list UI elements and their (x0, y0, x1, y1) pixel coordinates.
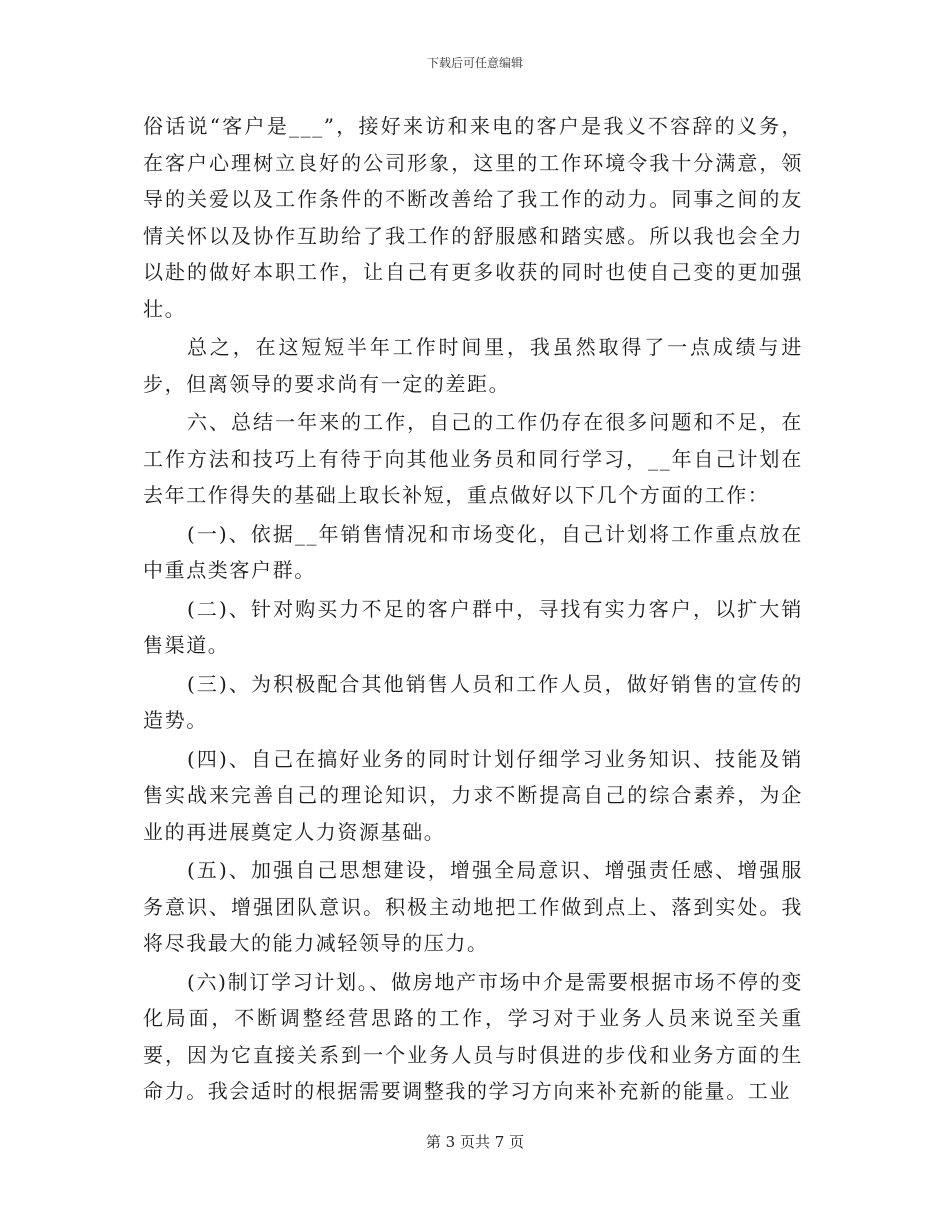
paragraph-4: (一)、依据__年销售情况和市场变化，自己计划将工作重点放在中重点类客户群。 (143, 521, 803, 582)
paragraph-5: (二)、针对购买力不足的客户群中，寻找有实力客户，以扩大销售渠道。 (143, 596, 803, 657)
document-body (143, 108, 803, 1112)
paragraph-8: (五)、加强自己思想建设，增强全局意识、增强责任感、增强服务意识、增强团队意识。积极主动地把工作做到点上、落到实处。我将尽我最大的能力减轻领导的压力。 (143, 858, 803, 955)
page-number: 第 3 页共 7 页 (425, 1133, 525, 1151)
page-header: 下载后可任意编辑 (426, 56, 523, 70)
paragraph-1: 俗话说“客户是___”，接好来访和来电的客户是我义不容辞的义务，在客户心理树立良好的公司形象，这里的工作环境令我十分满意，领导的关爱以及工作条件的不断改善给了我工作的动力。同事之间的友情关怀以及协作互助给了我工作的舒服感和踏实感。所以我也会全力以赴的做好本职工作，让自己有更多收获的同时也使自己变的更加强壮。 (143, 114, 803, 321)
paragraph-7: (四)、自己在搞好业务的同时计划仔细学习业务知识、技能及销售实战来完善自己的理论知识，力求不断提高自己的综合素养，为企业的再进展奠定人力资源基础。 (143, 746, 803, 844)
paragraph-6: (三)、为积极配合其他销售人员和工作人员，做好销售的宣传的造势。 (143, 671, 803, 732)
paragraph-2: 总之，在这短短半年工作时间里，我虽然取得了一点成绩与进步，但离领导的要求尚有一定的差距。 (143, 335, 803, 396)
paragraph-9: (六)制订学习计划。、做房地产市场中介是需要根据市场不停的变化局面，不断调整经营思路的工作，学习对于业务人员来说至关重要，因为它直接关系到一个业务人员与时俱进的步伐和业务方面的生命力。我会适时的根据需要调整我的学习方向来补充新的能量。工业 (143, 969, 803, 1103)
paragraph-3: 六、总结一年来的工作，自己的工作仍存在很多问题和不足，在工作方法和技巧上有待于向其他业务员和同行学习，__年自己计划在去年工作得失的基础上取长补短，重点做好以下几个方面的工作： (143, 410, 803, 507)
